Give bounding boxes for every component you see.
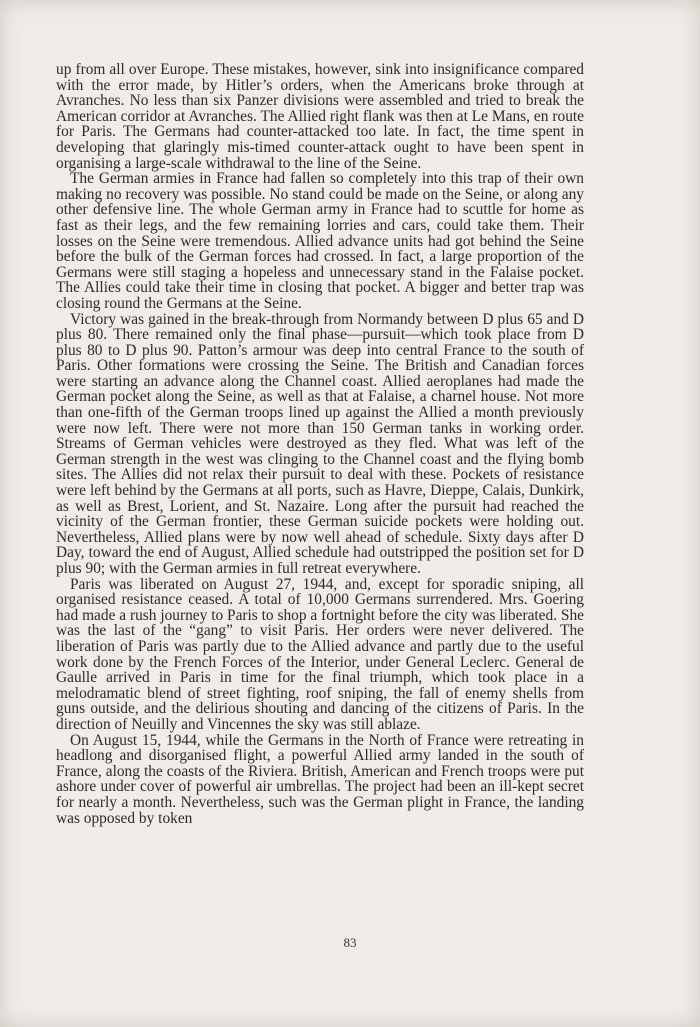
paragraph-1: up from all over Europe. These mistakes, however, sink into insignificance compared with the error made, by Hitler’s orders, when the Americans broke through at Avranches. No less than six Panzer divisions were assembled and tried to break the American corridor at Avranches. The Allied right flank was then at Le Mans, en route for Paris. The Germans had counter-attacked too late. In fact, the time spent in developing that glaringly mis-timed counter-attack ought to have been spent in organising a large-scale withdrawal to the line of the Seine. [56,61,584,172]
page-number: 83 [343,935,357,950]
body-text [56,62,584,826]
paragraph-2: The German armies in France had fallen so completely into this trap of their own making no recovery was possible. No stand could be made on the Seine, or along any other defensive line. The whole German army in France had to scuttle for home as fast as their legs, and the few remaining lorries and cars, could take them. Their losses on the Seine were tremendous. Allied advance units had got behind the Seine before the bulk of the German forces had crossed. In fact, a large proportion of the Germans were still staging a hopeless and unnecessary stand in the Falaise pocket. The Allies could take their time in closing that pocket. A bigger and better trap was closing round the Germans at the Seine. [56,170,584,312]
paragraph-4: Paris was liberated on August 27, 1944, and, except for sporadic sniping, all organised resistance ceased. A total of 10,000 Germans surrendered. Mrs. Goering had made a rush journey to Paris to shop a fortnight before the city was liberated. She was the last of the “gang” to visit Paris. Her orders were never delivered. The liberation of Paris was partly due to the Allied advance and partly due to the useful work done by the French Forces of the Interior, under General Leclerc. General de Gaulle arrived in Paris in time for the final triumph, which took place in a melodramatic blend of street fighting, roof sniping, the fall of enemy shells from guns outside, and the delirious shouting and dancing of the citizens of Paris. In the direction of Neuilly and Vincennes the sky was still ablaze. [56,575,584,733]
paragraph-5: On August 15, 1944, while the Germans in the North of France were retreating in headlong and disorganised flight, a powerful Allied army landed in the south of France, along the coasts of the Riviera. British, American and French troops were put ashore under cover of powerful air umbrellas. The project had been an ill-kept secret for nearly a month. Nevertheless, such was the German plight in France, the landing was opposed by token [56,731,584,827]
paragraph-3: Victory was gained in the break-through from Normandy between D plus 65 and D plus 80. There remained only the final phase—pursuit—which took place from D plus 80 to D plus 90. Patton’s armour was deep into central France to the south of Paris. Other formations were crossing the Seine. The British and Canadian forces were starting an advance along the Channel coast. Allied aeroplanes had made the German pocket along the Seine, as well as that at Falaise, a charnel house. Not more than one-fifth of the German troops lined up against the Allied a month previously were now left. There were not more than 150 German tanks in working order. Streams of German vehicles were destroyed as they fled. What was left of the German strength in the west was clinging to the Channel coast and the flying bomb sites. The Allies did not relax their pursuit to deal with these. Pockets of resistance were left behind by the Germans at all ports, such as Havre, Dieppe, Calais, Dunkirk, as well as Brest, Lorient, and St. Nazaire. Long after the pursuit had reached the vicinity of the German frontier, these German suicide pockets were holding out. Nevertheless, Allied plans were by now well ahead of schedule. Sixty days after D Day, toward the end of August, Allied schedule had outstripped the position set for D plus 90; with the German armies in full retreat everywhere. [56,310,584,577]
